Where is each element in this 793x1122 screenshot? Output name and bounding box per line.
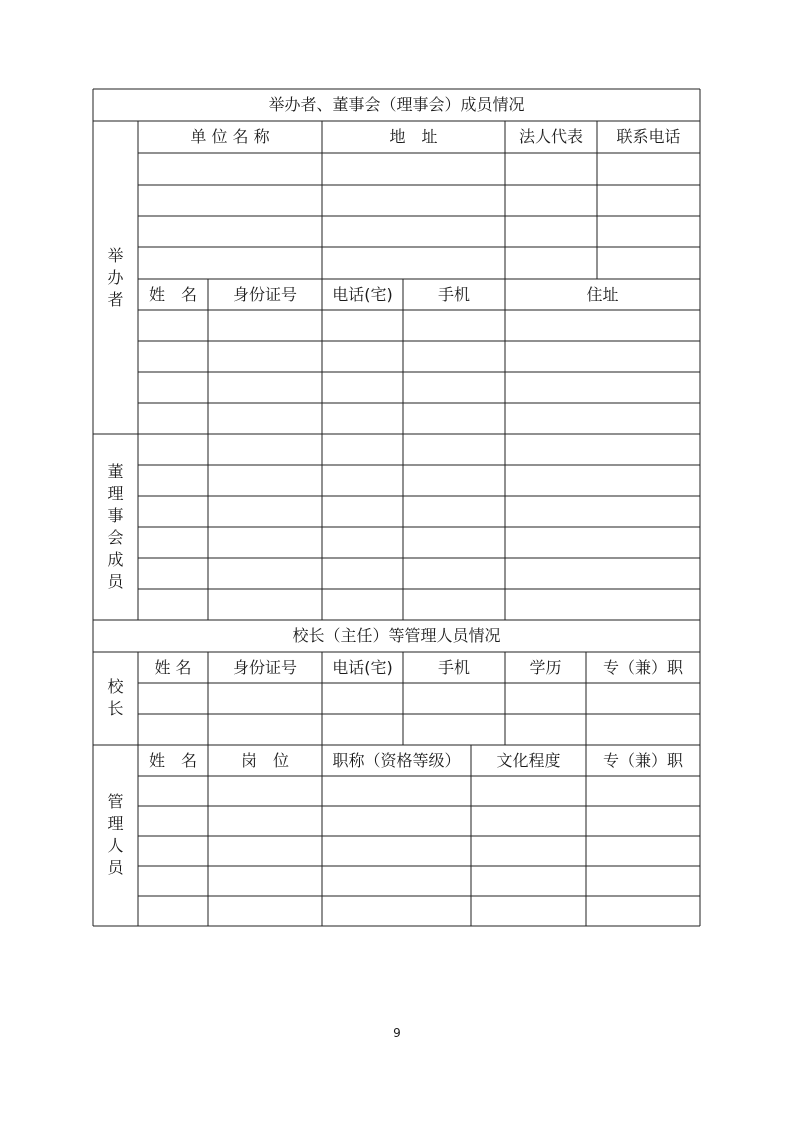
header-residence: 住址 [586,285,619,304]
board-label-char: 会 [107,528,124,547]
section-title-management: 校长（主任）等管理人员情况 [292,626,501,645]
page-number: 9 [393,1026,401,1040]
section-title-organizers-board: 举办者、董事会（理事会）成员情况 [268,95,525,114]
header-principal-mobile: 手机 [437,658,470,677]
header-principal-name: 姓 名 [154,658,192,677]
header-address: 地 址 [389,127,438,146]
header-home-phone: 电话(宅) [332,285,393,304]
organizer-label [93,245,138,311]
management-label [93,791,138,879]
header-mgmt-fulltime: 专（兼）职 [602,751,683,770]
board-label-char: 成 [107,550,124,569]
header-mgmt-post: 岗 位 [240,751,289,770]
organizer-label-char: 举 [107,246,124,265]
header-principal-education: 学历 [529,658,562,677]
management-label-char: 管 [107,792,124,811]
header-id-number: 身份证号 [232,285,297,304]
header-unit-name: 单 位 名 称 [190,127,270,146]
organizer-label-char: 者 [107,290,124,309]
board-label-char: 事 [107,506,124,525]
header-principal-id: 身份证号 [232,658,297,677]
principal-label-char: 长 [107,699,124,718]
header-person-name: 姓 名 [148,285,197,304]
principal-label [93,676,138,720]
organizer-label-char: 办 [107,268,124,287]
board-label [93,461,138,593]
header-mgmt-education-level: 文化程度 [496,751,561,770]
header-mobile: 手机 [437,285,470,304]
header-mgmt-name: 姓 名 [148,751,197,770]
management-label-char: 理 [107,814,124,833]
management-label-char: 员 [107,858,124,877]
board-label-char: 董 [107,462,124,481]
header-contact-phone: 联系电话 [616,127,681,146]
management-label-char: 人 [107,836,124,855]
header-legal-rep: 法人代表 [518,127,583,146]
header-mgmt-title-grade: 职称（资格等级） [332,751,461,770]
board-label-char: 员 [107,572,124,591]
header-principal-fulltime: 专（兼）职 [602,658,683,677]
header-principal-home-phone: 电话(宅) [332,658,393,677]
board-label-char: 理 [107,484,124,503]
principal-label-char: 校 [107,677,124,696]
